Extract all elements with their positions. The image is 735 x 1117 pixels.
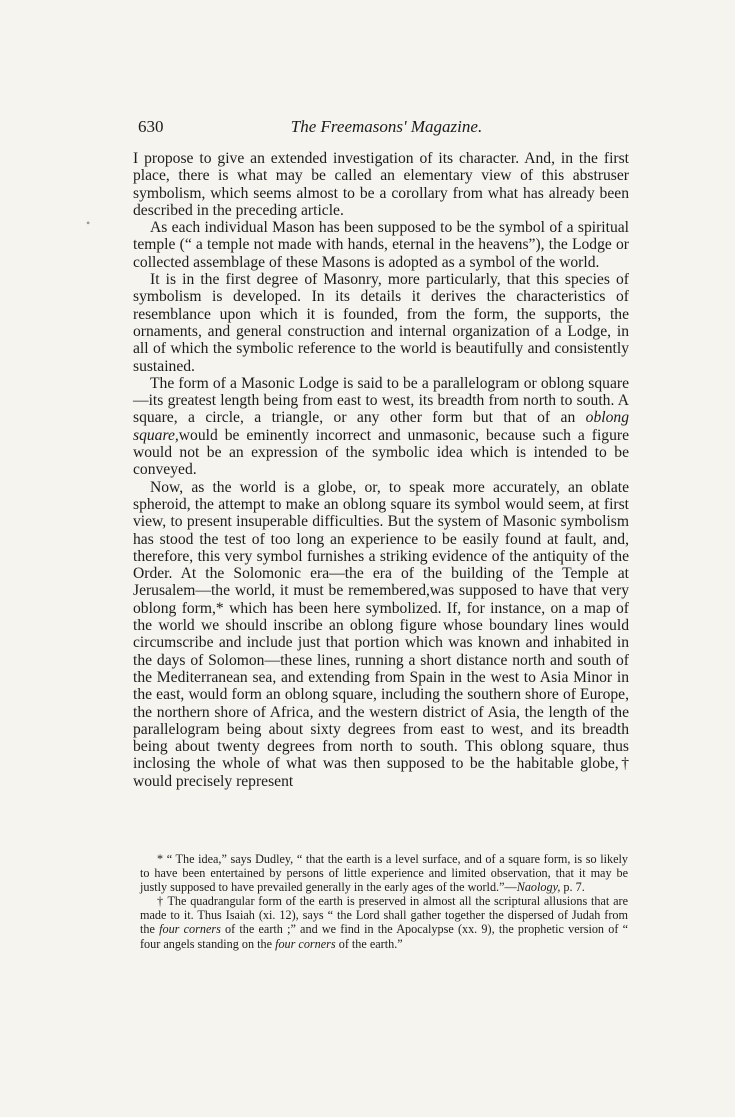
footnote-2-text-c: of the earth.” [335, 936, 403, 951]
paragraph-2 [133, 219, 629, 271]
paragraph-2-text: As each individual Mason has been supposed to be the symbol of a spiritual temple (“ a temple not made with hands, eternal in the heavens”), the Lodge or collected assemblage of these Masons is adopted as a symbol of the world. [133, 219, 629, 271]
paragraph-5-text: Now, as the world is a globe, or, to speak more accurately, an oblate spheroid, the attempt to make an oblong square its symbol would seem, at first view, to present insuperable difficulties. But the system of Masonic symbolism has stood the test of too long an experience to be easily found at fault, and, therefore, this very symbol furnishes a striking evidence of the antiquity of the Order. At the Solomonic era—the era of the building of the Temple at Jerusalem—the world, it must be remembered,was supposed to have that very oblong form,* which has been here symbolized. If, for instance, on a map of the world we should inscribe an oblong figure whose boundary lines would circumscribe and include just that portion which was known and inhabited in the days of Solomon—these lines, running a short distance north and south of the Mediterranean sea, and extending from Spain in the west to Asia Minor in the east, would form an oblong square, including the southern shore of Europe, the northern shore of Africa, and the western district of Asia, the length of the parallelogram being about sixty degrees from east to west, and its breadth being about twenty degrees from north to south. This oblong square, thus inclosing the whole of what was then supposed to be the habitable globe,† would precisely represent [133, 478, 629, 790]
paragraph-4-text-b: would be eminently incorrect and unmasonic, because such a figure would not be an expression of the symbolic idea which is intended to be conveyed. [133, 426, 629, 479]
footnote-2-text-b: of the earth ;” and we find in the Apocalypse (xx. 9), the prophetic version of “ four angels standing on the [140, 922, 628, 951]
footnote-2-text-a: † The quadrangular form of the earth is preserved in almost all the scriptural allusions that are made to it. Thus Isaiah (xi. 12), says “ the Lord shall gather together the dispersed of Judah from the [140, 894, 628, 937]
footnote-1-text-b: p. 7. [560, 880, 585, 895]
footnote-1 [140, 852, 628, 894]
footnote-2-emphasis-1: four corners [159, 922, 221, 937]
page-number: 630 [138, 117, 164, 136]
paragraph-5 [133, 479, 629, 790]
paragraph-1-text: I propose to give an extended investigation of its character. And, in the first place, there is what may be called an elementary view of this abstruser symbolism, which seems almost to be a corollary from what has already been described in the preceding article. [133, 150, 629, 219]
margin-mark: • [86, 216, 91, 230]
paragraph-1 [133, 150, 629, 219]
footnote-2-emphasis-2: four corners [275, 936, 336, 951]
footnote-1-title: Naology, [516, 880, 561, 895]
paragraph-4 [133, 375, 629, 479]
paragraph-4-emphasis: oblong square, [133, 409, 629, 444]
page-header [138, 117, 635, 139]
running-title: The Freemasons' Magazine. [290, 117, 483, 136]
paragraph-4-text-a: The form of a Masonic Lodge is said to be a parallelogram or oblong square—its greatest length being from east to west, its breadth from north to south. A square, a circle, a triangle, or any other form but that of an [133, 374, 629, 427]
paragraph-3-text: It is in the first degree of Masonry, more particularly, that this species of symbolism is developed. In its details it derives the characteristics of resemblance upon which it is founded, from the form, the supports, the ornaments, and general construction and internal organization of a Lodge, in all of which the symbolic reference to the world is beautifully and consistently sustained. [133, 271, 629, 375]
paragraph-3 [133, 271, 629, 375]
footnotes [140, 852, 628, 951]
footnote-1-text-a: * “ The idea,” says Dudley, “ that the earth is a level surface, and of a square form, is so likely to have been entertained by persons of little experience and limited observation, that it may be justly supposed to have prevailed generally in the early ages of the world.”— [140, 852, 628, 895]
body-text [133, 150, 629, 790]
footnote-2 [140, 894, 628, 950]
